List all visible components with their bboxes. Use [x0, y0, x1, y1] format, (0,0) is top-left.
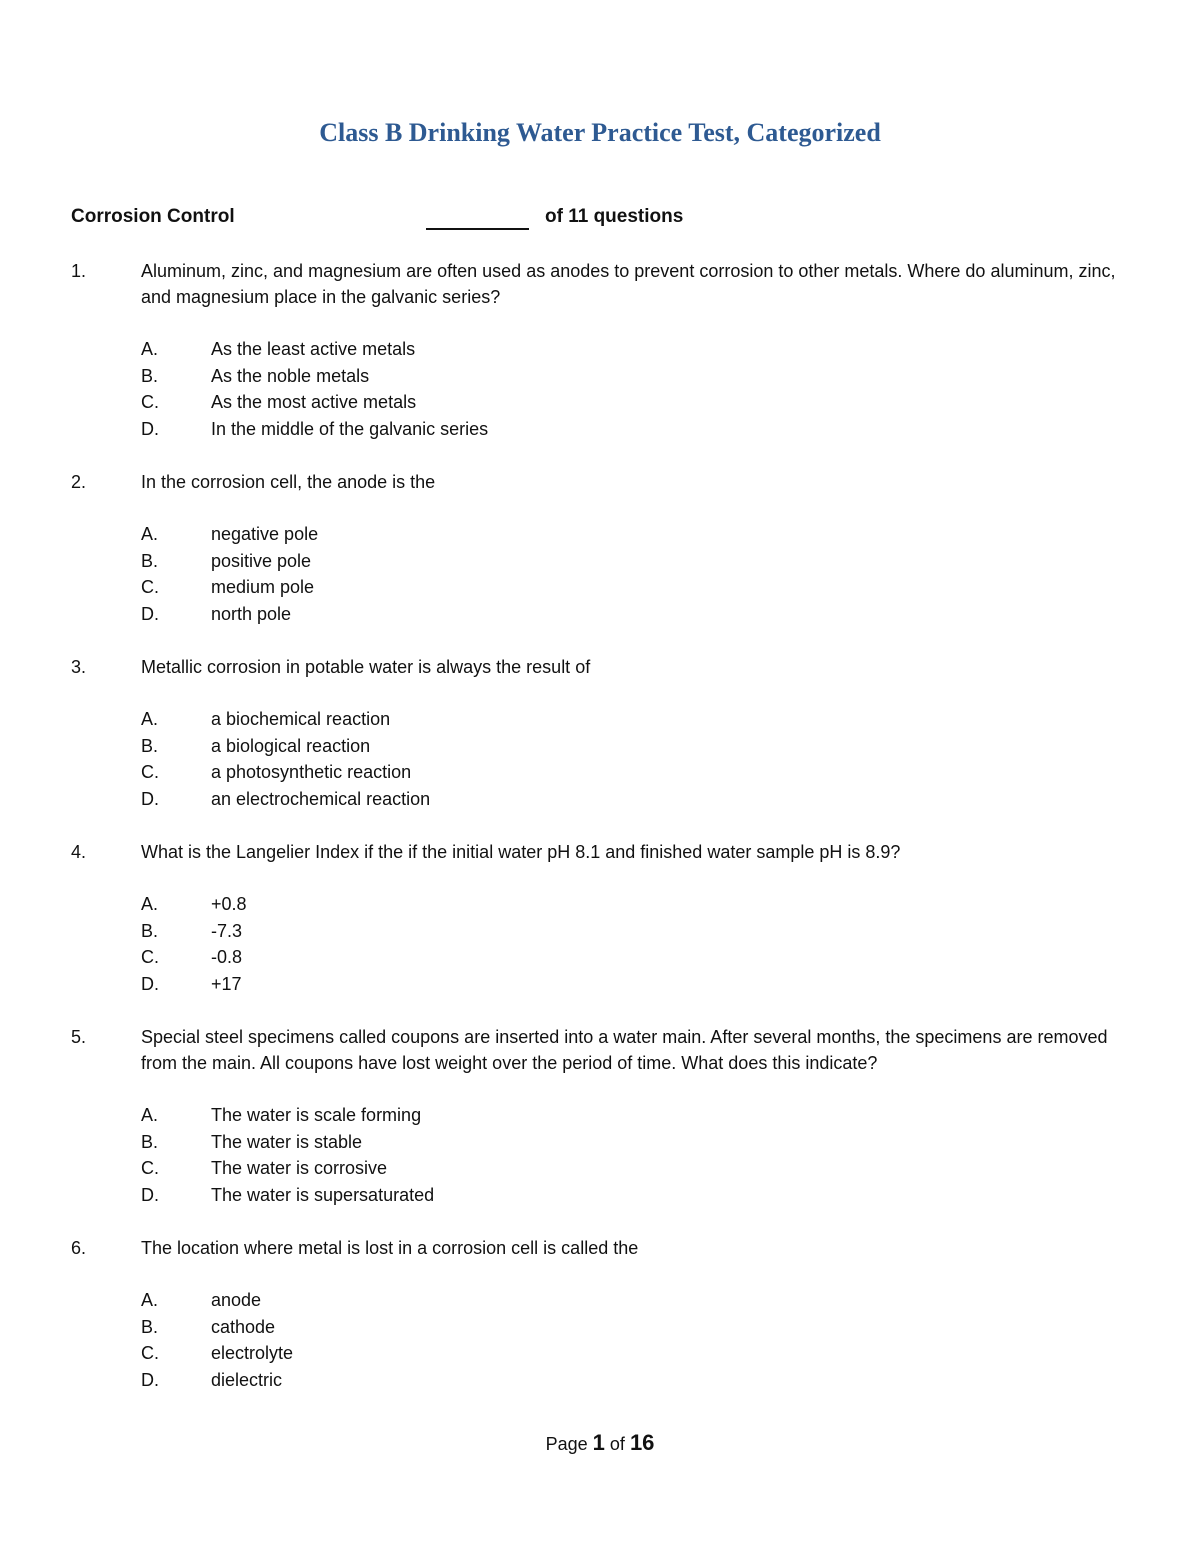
answer-option	[71, 548, 1131, 575]
question-number: 4.	[71, 842, 87, 862]
answer-option	[71, 1182, 1131, 1209]
answer-option	[71, 416, 1131, 443]
option-text: dielectric	[211, 1369, 283, 1390]
option-list	[71, 1287, 1131, 1393]
question-text: Metallic corrosion in potable water is always the result of	[141, 657, 591, 677]
option-list	[71, 521, 1131, 627]
option-letter: B.	[141, 920, 159, 941]
option-text: a biochemical reaction	[211, 709, 391, 729]
option-letter: B.	[141, 365, 159, 386]
answer-option	[71, 363, 1131, 390]
option-text: medium pole	[211, 577, 315, 597]
question-item	[71, 839, 1131, 997]
option-text: As the least active metals	[211, 339, 416, 359]
option-letter: A.	[141, 339, 159, 359]
option-letter: D.	[141, 1184, 159, 1205]
question-number: 3.	[71, 657, 87, 677]
page-total: 16	[629, 1430, 655, 1455]
page-number: 1	[592, 1430, 605, 1455]
option-text: As the noble metals	[211, 365, 370, 386]
option-letter: A.	[141, 1105, 159, 1125]
option-text: As the most active metals	[211, 392, 417, 412]
question-text: What is the Langelier Index if the if the initial water pH 8.1 and finished water sample pH is 8.9?	[141, 842, 901, 862]
option-letter: C.	[141, 577, 159, 597]
option-text: +17	[211, 973, 242, 994]
option-list	[71, 336, 1131, 442]
question-row	[71, 469, 1131, 495]
question-list	[71, 258, 1131, 1420]
option-letter: B.	[141, 1131, 159, 1152]
option-letter: A.	[141, 1290, 159, 1310]
question-item	[71, 654, 1131, 812]
question-item	[71, 1024, 1131, 1208]
answer-option	[71, 521, 1131, 548]
option-text: a photosynthetic reaction	[211, 762, 412, 782]
question-number: 5.	[71, 1027, 87, 1047]
question-number: 2.	[71, 472, 87, 492]
option-text: -0.8	[211, 947, 243, 967]
option-text: In the middle of the galvanic series	[211, 418, 489, 439]
option-letter: C.	[141, 392, 159, 412]
option-letter: B.	[141, 550, 159, 571]
option-text: a biological reaction	[211, 735, 371, 756]
option-text: electrolyte	[211, 1343, 294, 1363]
answer-option	[71, 971, 1131, 998]
option-letter: D.	[141, 973, 159, 994]
option-text: positive pole	[211, 550, 312, 571]
option-letter: D.	[141, 603, 159, 624]
answer-option	[71, 336, 1131, 363]
option-text: -7.3	[211, 920, 243, 941]
section-header	[71, 206, 1131, 234]
question-number: 6.	[71, 1238, 87, 1258]
question-item	[71, 1235, 1131, 1393]
page-footer	[0, 1430, 1200, 1456]
answer-option	[71, 733, 1131, 760]
option-text: The water is corrosive	[211, 1158, 388, 1178]
question-number: 1.	[71, 261, 87, 281]
answer-option	[71, 1367, 1131, 1394]
option-letter: A.	[141, 709, 159, 729]
answer-option	[71, 574, 1131, 601]
answer-option	[71, 1155, 1131, 1182]
answer-option	[71, 759, 1131, 786]
option-letter: D.	[141, 418, 159, 439]
option-letter: C.	[141, 1343, 159, 1363]
answer-option	[71, 786, 1131, 813]
answer-option	[71, 1287, 1131, 1314]
question-row	[71, 1024, 1131, 1076]
answer-option	[71, 1102, 1131, 1129]
answer-option	[71, 944, 1131, 971]
option-text: north pole	[211, 603, 292, 624]
option-list	[71, 891, 1131, 997]
option-text: negative pole	[211, 524, 319, 544]
option-letter: C.	[141, 1158, 159, 1178]
option-text: cathode	[211, 1316, 276, 1337]
question-row	[71, 654, 1131, 680]
answer-option	[71, 891, 1131, 918]
option-text: an electrochemical reaction	[211, 788, 431, 809]
option-text: anode	[211, 1290, 262, 1310]
option-letter: D.	[141, 1369, 159, 1390]
answer-option	[71, 1340, 1131, 1367]
answer-option	[71, 918, 1131, 945]
option-list	[71, 1102, 1131, 1208]
page-label: Page	[545, 1434, 588, 1454]
score-suffix: of 11 questions	[545, 206, 684, 227]
section-name: Corrosion Control	[71, 206, 235, 227]
option-letter: A.	[141, 894, 159, 914]
option-text: The water is stable	[211, 1131, 363, 1152]
question-row	[71, 1235, 1131, 1261]
option-text: The water is supersaturated	[211, 1184, 435, 1205]
option-letter: D.	[141, 788, 159, 809]
page-of-label: of	[609, 1434, 625, 1454]
answer-option	[71, 601, 1131, 628]
question-text: In the corrosion cell, the anode is the	[141, 472, 436, 492]
option-letter: A.	[141, 524, 159, 544]
question-item	[71, 469, 1131, 627]
page-title: Class B Drinking Water Practice Test, Categorized	[319, 118, 881, 147]
option-text: The water is scale forming	[211, 1105, 422, 1125]
option-letter: B.	[141, 1316, 159, 1337]
score-blank-line	[426, 206, 529, 230]
option-text: +0.8	[211, 894, 247, 914]
option-letter: C.	[141, 947, 159, 967]
answer-option	[71, 389, 1131, 416]
answer-option	[71, 706, 1131, 733]
option-letter: C.	[141, 762, 159, 782]
question-item	[71, 258, 1131, 442]
option-list	[71, 706, 1131, 812]
option-letter: B.	[141, 735, 159, 756]
question-row	[71, 839, 1131, 865]
question-text: The location where metal is lost in a corrosion cell is called the	[141, 1238, 639, 1258]
answer-option	[71, 1314, 1131, 1341]
answer-option	[71, 1129, 1131, 1156]
question-text: Aluminum, zinc, and magnesium are often used as anodes to prevent corrosion to other metals. Where do aluminum, zinc, and magnesium place in the galvanic series?	[141, 261, 1116, 307]
question-text: Special steel specimens called coupons are inserted into a water main. After several months, the specimens are removed from the main. All coupons have lost weight over the period of time. What does this indicate?	[141, 1027, 1108, 1073]
question-row	[71, 258, 1131, 310]
